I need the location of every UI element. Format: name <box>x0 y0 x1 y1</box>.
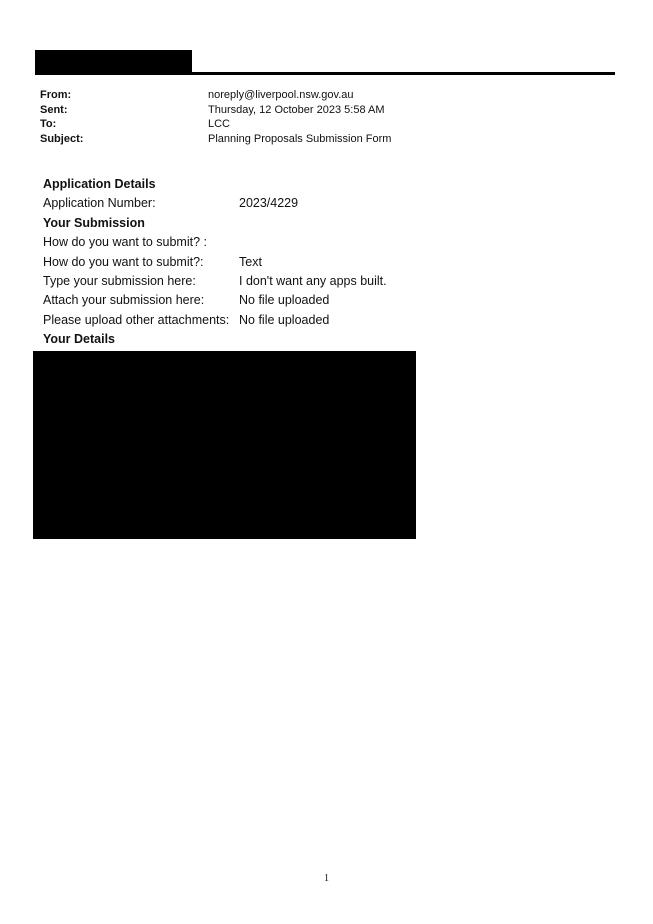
application-number-row <box>43 194 463 213</box>
submission-field-row <box>43 272 463 291</box>
submission-text-value: I don't want any apps built. <box>239 273 387 288</box>
attach-submission-value: No file uploaded <box>239 293 330 308</box>
email-header-sent <box>40 103 600 118</box>
submission-field-row <box>43 311 463 330</box>
redacted-personal-details <box>33 351 416 539</box>
email-header-from <box>40 88 600 103</box>
subject-value: Planning Proposals Submission Form <box>208 132 392 145</box>
to-value: LCC <box>208 118 231 130</box>
from-label: From: <box>40 89 72 101</box>
from-value: noreply@liverpool.nsw.gov.au <box>208 89 354 101</box>
email-header-to <box>40 117 600 132</box>
submit-method-value-2: Text <box>239 254 262 269</box>
sent-value: Thursday, 12 October 2023 5:58 AM <box>208 103 385 116</box>
submit-method-label: How do you want to submit? : <box>43 235 207 250</box>
your-details-heading: Your Details <box>43 332 116 347</box>
submission-field-row <box>43 253 463 272</box>
submission-text-label: Type your submission here: <box>43 273 196 288</box>
submit-method-label-2: How do you want to submit?: <box>43 254 204 269</box>
redacted-sender-name <box>35 50 192 73</box>
submission-field-row <box>43 291 463 310</box>
page-number: 1 <box>324 873 329 884</box>
submit-method-value <box>239 233 463 252</box>
email-header-block <box>40 88 600 146</box>
your-submission-heading: Your Submission <box>43 215 145 230</box>
subject-label: Subject: <box>40 132 84 145</box>
submission-field-row <box>43 233 463 252</box>
attach-submission-label: Attach your submission here: <box>43 293 205 308</box>
sent-label: Sent: <box>40 103 68 116</box>
other-attachments-value: No file uploaded <box>239 312 330 327</box>
application-details-heading: Application Details <box>43 177 156 191</box>
application-number-value: 2023/4229 <box>239 196 299 211</box>
header-divider <box>35 72 615 75</box>
other-attachments-label: Please upload other attachments: <box>43 312 230 327</box>
submission-form-body <box>43 175 463 350</box>
email-header-subject <box>40 132 600 147</box>
to-label: To: <box>40 118 57 130</box>
application-number-label: Application Number: <box>43 196 156 211</box>
